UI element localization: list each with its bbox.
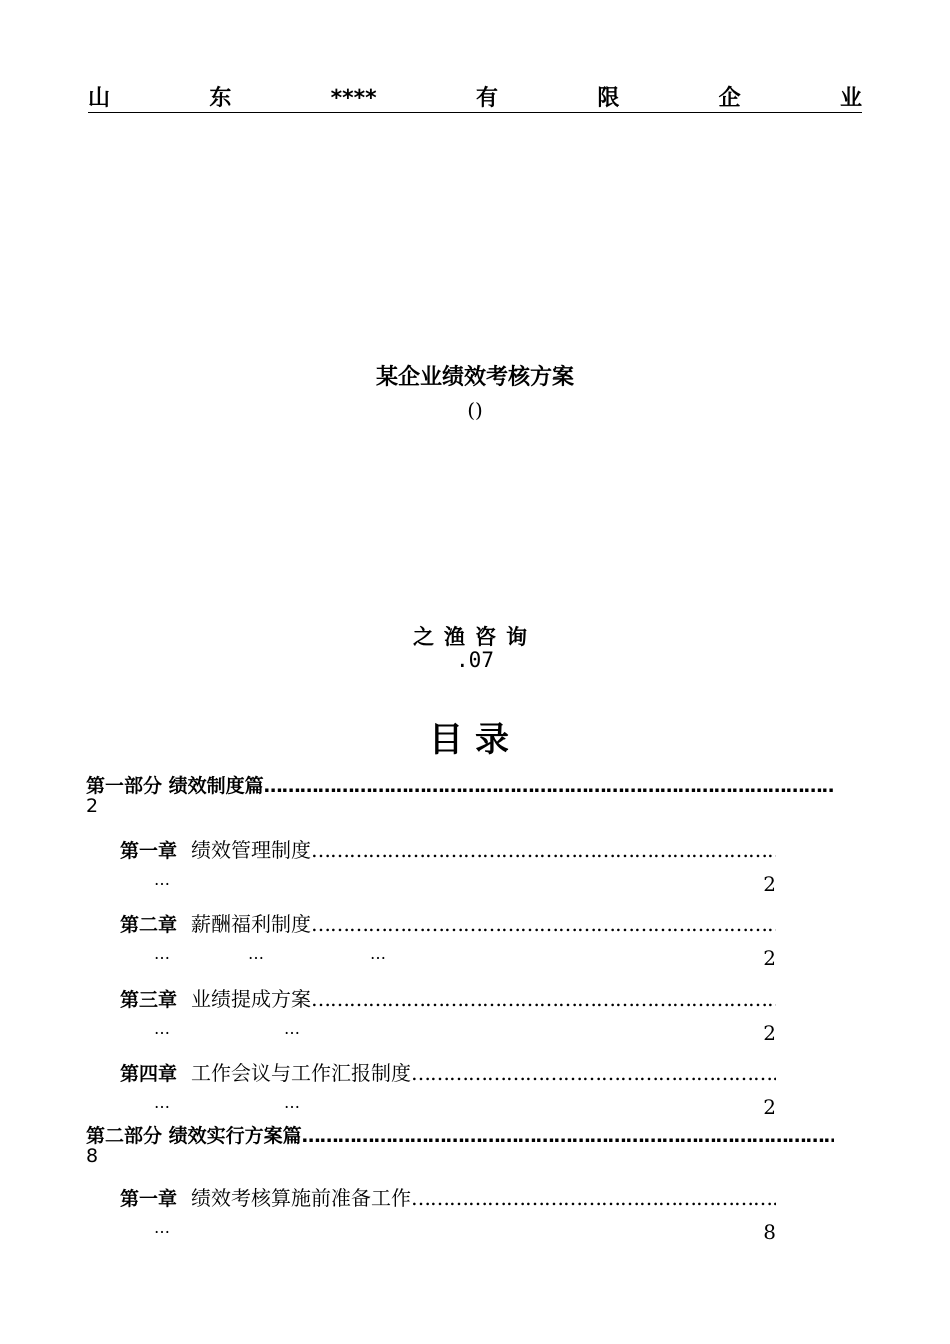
toc-part[interactable] xyxy=(86,1121,834,1167)
toc-leader-dots xyxy=(302,1125,834,1149)
toc-chapter[interactable] xyxy=(120,908,776,976)
toc-heading: 目录 xyxy=(429,720,521,760)
toc-leader-dots xyxy=(311,987,776,1015)
toc-chapter-number: 第四章 xyxy=(120,1063,178,1085)
document-title: 某企业绩效考核方案 xyxy=(375,365,574,390)
document-subtitle: () xyxy=(467,398,483,422)
toc-ellipsis: … xyxy=(154,870,169,889)
consultant-name: 之渔咨询 xyxy=(413,625,537,649)
toc-ellipsis: … xyxy=(154,1093,169,1112)
toc-chapter[interactable] xyxy=(120,983,776,1051)
toc-ellipsis: … xyxy=(248,944,263,963)
toc-chapter-number: 第一章 xyxy=(120,1188,178,1210)
toc-chapter-title: 工作会议与工作汇报制度 xyxy=(191,1061,412,1085)
toc-ellipsis: … xyxy=(154,1019,169,1038)
company-name-line xyxy=(88,86,862,113)
toc-ellipsis: … xyxy=(284,1019,299,1038)
toc-part-page: 2 xyxy=(86,795,99,817)
toc-chapter-number: 第三章 xyxy=(120,989,178,1011)
toc-chapter-title: 业绩提成方案 xyxy=(191,987,312,1011)
consultant-date: .07 xyxy=(456,648,494,672)
toc-leader-dots xyxy=(311,838,776,866)
toc-chapter-number: 第一章 xyxy=(120,840,178,862)
company-char: 企 xyxy=(718,86,741,111)
toc-ellipsis: … xyxy=(154,944,169,963)
toc-ellipsis: … xyxy=(154,1218,169,1237)
company-char: 有 xyxy=(476,86,499,111)
toc-chapter-page: 2 xyxy=(763,1021,776,1045)
toc-chapter-title: 绩效管理制度 xyxy=(191,838,312,862)
toc-chapter-page: 8 xyxy=(763,1220,776,1244)
toc-leader-dots xyxy=(264,775,834,799)
toc-leader-dots xyxy=(311,912,776,940)
toc-chapter-title: 薪酬福利制度 xyxy=(191,912,312,936)
company-char: 限 xyxy=(597,86,620,111)
toc-ellipsis: … xyxy=(284,1093,299,1112)
toc-chapter-title: 绩效考核算施前准备工作 xyxy=(191,1186,412,1210)
toc-part-title: 第一部分 绩效制度篇 xyxy=(86,775,264,797)
toc-leader-dots xyxy=(411,1186,776,1214)
toc-part[interactable] xyxy=(86,771,834,817)
toc-chapter[interactable] xyxy=(120,1182,776,1250)
toc-chapter[interactable] xyxy=(120,834,776,902)
toc-chapter-page: 2 xyxy=(763,1095,776,1119)
company-char: 东 xyxy=(209,86,232,111)
toc-chapter-page: 2 xyxy=(763,946,776,970)
toc-chapter[interactable] xyxy=(120,1057,776,1125)
toc-chapter-number: 第二章 xyxy=(120,914,178,936)
company-char: 山 xyxy=(88,86,111,111)
toc-chapter-page: 2 xyxy=(763,872,776,896)
company-char: 业 xyxy=(839,86,862,111)
company-char: **** xyxy=(330,86,377,111)
toc-part-title: 第二部分 绩效实行方案篇 xyxy=(86,1125,302,1147)
toc-leader-dots xyxy=(411,1061,776,1089)
toc-part-page: 8 xyxy=(86,1145,99,1167)
toc-ellipsis: … xyxy=(370,944,385,963)
